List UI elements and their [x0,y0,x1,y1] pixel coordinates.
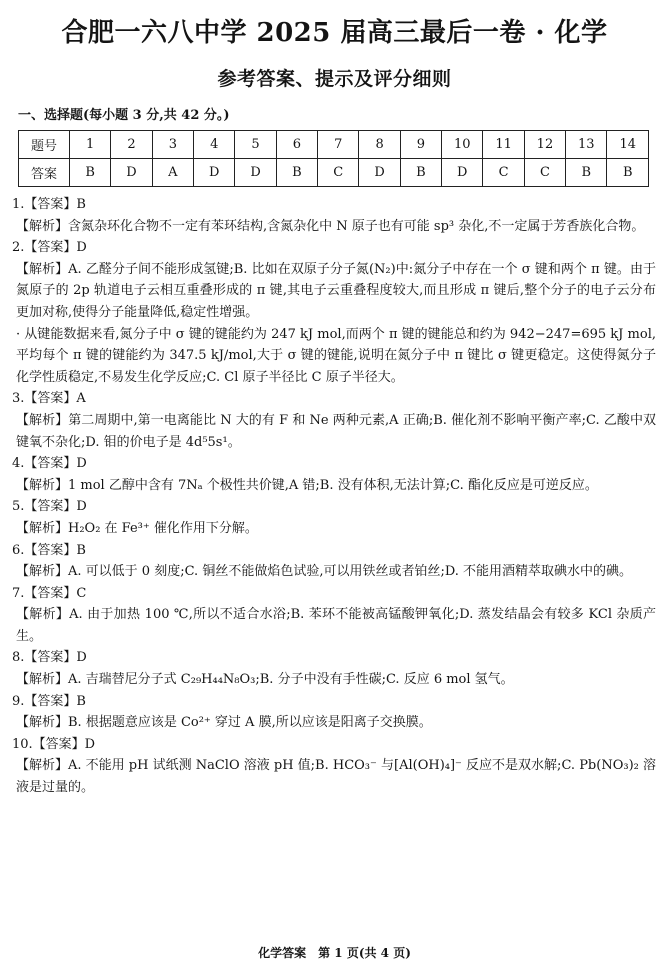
answer-cell: C [318,159,359,187]
item-explanation: 【解析】含氮杂环化合物不一定有苯环结构,含氮杂化中 N 原子也有可能 sp³ 杂化,不一定属于芳香族化合物。 [16,218,645,234]
item-explanation: 【解析】A. 由于加热 100 ℃,所以不适合水浴;B. 苯环不能被高锰酸钾氧化;D. 蒸发结晶会有较多 KCl 杂质产生。 [16,607,656,644]
page-footer: 化学答案 第 1 页(共 4 页) [258,946,411,960]
question-number-cell: 13 [566,131,607,159]
question-number-cell: 8 [359,131,400,159]
answer-cell: B [607,159,649,187]
page-title: 合肥一六八中学 2025 届高三最后一卷 · 化学 [61,18,608,48]
question-number-cell: 6 [276,131,317,159]
item-explanation: 【解析】A. 不能用 pH 试纸测 NaClO 溶液 pH 值;B. HCO₃⁻ 与[Al(OH)₄]⁻ 反应不是双水解;C. Pb(NO₃)₂ 溶液是过量的。 [16,758,656,796]
item-explanation: 【解析】A. 乙醛分子间不能形成氢键;B. 比如在双原子分子氮(N₂)中:氮分子中存在一个 σ 键和两个 π 键。由于氮原子的 2p 轨道电子云相互重叠形成的 π 键,其电子云重叠程度较大,而且形成 π 键后,整个分子的电子云分布更加对称,使得分子能量降低,稳定性增强。 [16,261,656,320]
answer-cell: D [359,159,400,187]
answer-cell: D [442,159,483,187]
item-explanation: 【解析】H₂O₂ 在 Fe³⁺ 催化作用下分解。 [16,520,258,536]
answer-explanations [12,194,656,799]
item-answer: 1.【答案】B [12,197,86,212]
section-heading: 一、选择题(每小题 3 分,共 42 分。) [18,108,230,123]
item-answer: 3.【答案】A [12,391,86,407]
item-answer: 6.【答案】B [12,542,86,558]
question-number-cell: 14 [607,131,649,159]
item-explanation: 【解析】A. 吉瑞替尼分子式 C₂₉H₄₄N₈O₃;B. 分子中没有手性碳;C. 反应 6 mol 氢气。 [16,672,514,688]
question-number-cell: 5 [235,131,276,159]
item-answer: 5.【答案】D [12,499,87,515]
answer-cell: D [235,159,276,187]
answer-cell: C [483,159,524,187]
question-number-cell: 3 [152,131,193,159]
question-number-cell: 9 [400,131,441,159]
answer-cell: B [70,159,111,187]
question-number-cell: 1 [70,131,111,159]
answer-row [19,159,649,187]
item-answer: 9.【答案】B [12,693,86,709]
item-answer: 7.【答案】C [12,585,87,601]
item-explanation: · 从键能数据来看,氮分子中 σ 键的键能约为 247 kJ mol,而两个 π 键的键能总和约为 942−247=695 kJ mol,平均每个 π 键的键能约为 347.5 kJ/mol,大于 σ 键的键能,说明在氮分子中 π 键比 σ 键更稳定。这使得氮分子化学性质稳定,不易发生化学反应;C. Cl 原子半径比 C 原子半径大。 [16,326,656,385]
answer-cell: B [276,159,317,187]
question-number-header: 题号 [19,131,70,159]
item-explanation: 【解析】1 mol 乙醇中含有 7Nₐ 个极性共价键,A 错;B. 没有体积,无法计算;C. 酯化反应是可逆反应。 [16,477,598,493]
item-answer: 10.【答案】D [12,736,96,752]
question-number-cell: 4 [194,131,235,159]
question-number-row [19,131,649,159]
item-explanation: 【解析】A. 可以低于 0 刻度;C. 铜丝不能做焰色试验,可以用铁丝或者铂丝;D. 不能用酒精萃取碘水中的碘。 [16,564,633,580]
question-number-cell: 10 [442,131,483,159]
question-number-cell: 11 [483,131,524,159]
item-explanation: 【解析】第二周期中,第一电离能比 N 大的有 F 和 Ne 两种元素,A 正确;B. 催化剂不影响平衡产率;C. 乙酸中双键氧不杂化;D. 钼的价电子是 4d⁵5s¹。 [16,412,656,450]
answer-cell: D [194,159,235,187]
page-subtitle: 参考答案、提示及评分细则 [217,68,452,90]
answer-cell: B [566,159,607,187]
answer-cell: C [524,159,565,187]
answer-cell: B [400,159,441,187]
answer-header: 答案 [19,159,70,187]
answer-cell: A [152,159,193,187]
item-answer: 8.【答案】D [12,650,87,666]
answer-table [18,130,649,187]
question-number-cell: 7 [318,131,359,159]
item-explanation: 【解析】B. 根据题意应该是 Co²⁺ 穿过 A 膜,所以应该是阳离子交换膜。 [16,715,432,731]
question-number-cell: 2 [111,131,152,159]
answer-cell: D [111,159,152,187]
item-answer: 4.【答案】D [12,456,87,472]
item-answer: 2.【答案】D [12,240,87,256]
question-number-cell: 12 [524,131,565,159]
